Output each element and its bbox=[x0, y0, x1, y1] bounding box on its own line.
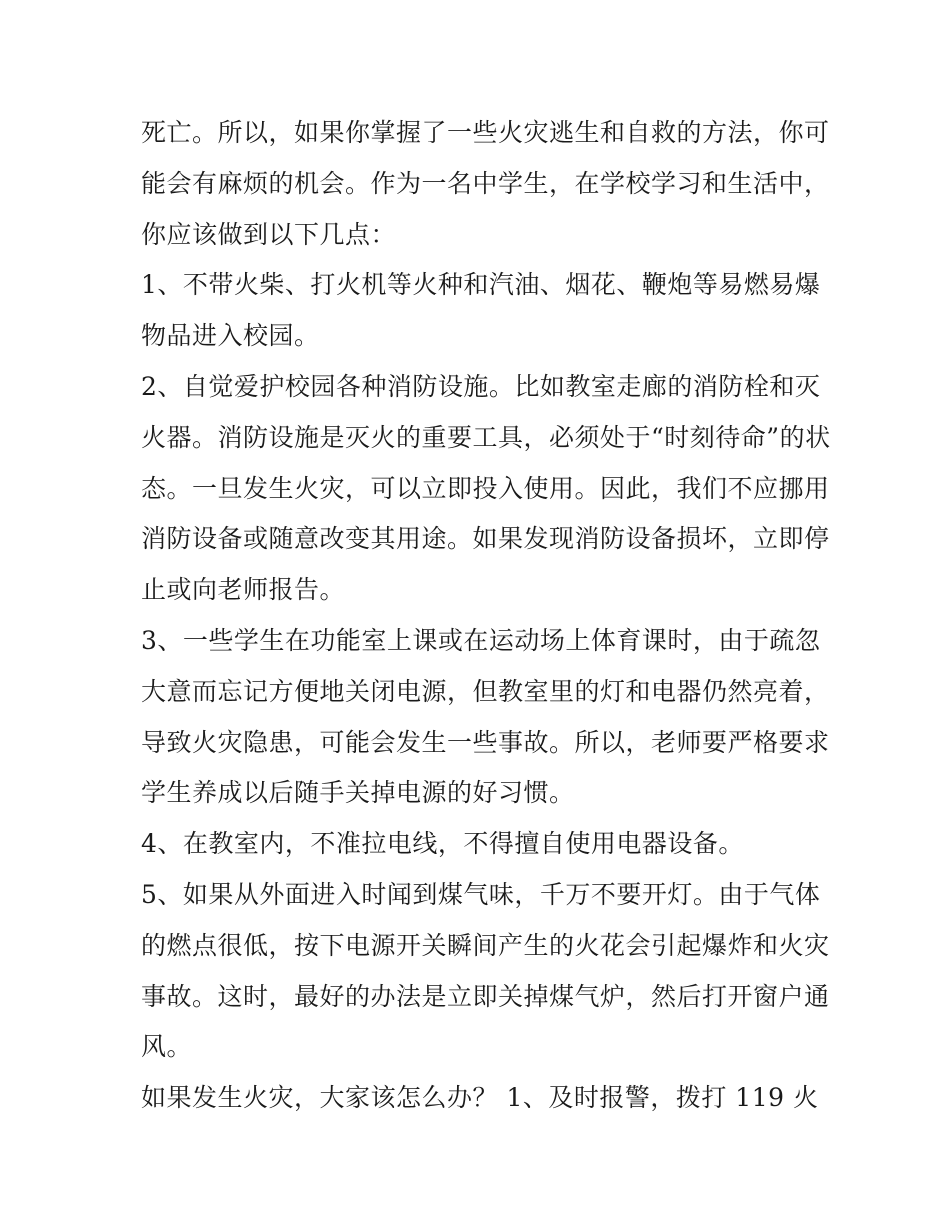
text-line: 态。一旦发生火灾，可以立即投入使用。因此，我们不应挪用 bbox=[141, 473, 830, 503]
text-line: 的燃点很低，按下电源开关瞬间产生的火花会引起爆炸和火灾 bbox=[141, 930, 830, 960]
list-item-4: 4、在教室内，不准拉电线，不得擅自使用电器设备。 bbox=[141, 829, 744, 859]
text-line: 消防设备或随意改变其用途。如果发现消防设备损坏，立即停 bbox=[141, 524, 830, 554]
text-line: 大意而忘记方便地关闭电源，但教室里的灯和电器仍然亮着， bbox=[141, 676, 830, 706]
list-item-1: 1、不带火柴、打火机等火种和汽油、烟花、鞭炮等易燃易爆 bbox=[141, 270, 821, 300]
text-line: 风。 bbox=[141, 1032, 193, 1062]
text-line: 导致火灾隐患，可能会发生一些事故。所以，老师要严格要求 bbox=[141, 727, 830, 757]
list-item-5: 5、如果从外面进入时闻到煤气味，千万不要开灯。由于气体 bbox=[141, 879, 821, 909]
text-line: 学生养成以后随手关掉电源的好习惯。 bbox=[141, 778, 575, 808]
text-line: 止或向老师报告。 bbox=[141, 575, 346, 605]
document-body bbox=[141, 108, 831, 1124]
text-line: 能会有麻烦的机会。作为一名中学生，在学校学习和生活中， bbox=[141, 168, 830, 198]
text-line: 火器。消防设施是灭火的重要工具，必须处于“时刻待命”的状 bbox=[141, 422, 831, 452]
text-line: 死亡。所以，如果你掌握了一些火灾逃生和自救的方法，你可 bbox=[141, 118, 830, 147]
text-line: 如果发生火灾，大家该怎么办？ 1、及时报警，拨打 119 火 bbox=[141, 1083, 819, 1113]
list-item-3: 3、一些学生在功能室上课或在运动场上体育课时，由于疏忽 bbox=[141, 625, 821, 655]
list-item-2: 2、自觉爱护校园各种消防设施。比如教室走廊的消防栓和灭 bbox=[141, 371, 821, 401]
text-line: 物品进入校园。 bbox=[141, 321, 320, 351]
text-line: 你应该做到以下几点： bbox=[141, 219, 397, 249]
text-line: 事故。这时，最好的办法是立即关掉煤气炉，然后打开窗户通 bbox=[141, 981, 830, 1011]
